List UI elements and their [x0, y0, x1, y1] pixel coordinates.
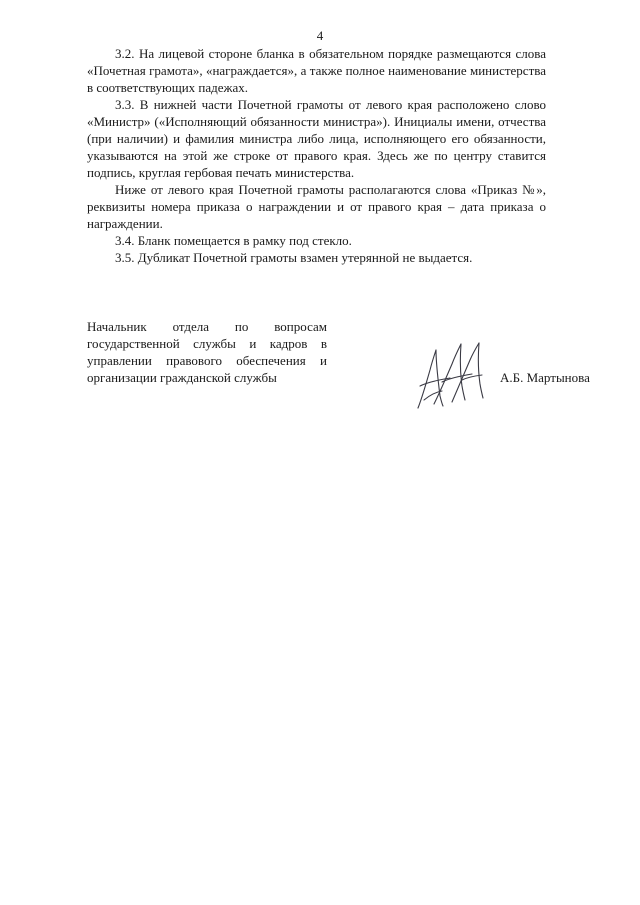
paragraph-3-2: 3.2. На лицевой стороне бланка в обязательном порядке размещаются слова «Почетная грамота», «награждается», а также полное наименование министерства в соответствующих падежах.	[87, 46, 546, 95]
position-line: Начальник отдела по вопросам	[87, 319, 327, 334]
document-body	[87, 45, 546, 266]
position-line: государственной службы и кадров в	[87, 336, 327, 351]
position-line: организации гражданской службы	[87, 370, 277, 385]
paragraph-3-4: 3.4. Бланк помещается в рамку под стекло.	[115, 233, 352, 248]
position-line: управлении правового обеспечения и	[87, 353, 327, 368]
handwritten-signature	[412, 340, 486, 412]
paragraph-3-3: 3.3. В нижней части Почетной грамоты от левого края расположено слово «Министр» («Исполняющий обязанности министра»). Инициалы имени, отчества (при наличии) и фамилия министра либо лица, исполняющего его обязанности, указываются на этой же строке от правого края. Здесь же по центру ставится подпись, круглая гербовая печать министерства.	[87, 97, 546, 180]
paragraph-3-5: 3.5. Дубликат Почетной грамоты взамен утерянной не выдается.	[115, 250, 473, 265]
signatory-name: А.Б. Мартынова	[500, 370, 590, 385]
page-number: 4	[316, 28, 324, 43]
paragraph-order-details: Ниже от левого края Почетной грамоты располагаются слова «Приказ №», реквизиты номера приказа о награждении и от правого края – дата приказа о награждении.	[87, 182, 546, 231]
signatory-position	[87, 318, 327, 386]
